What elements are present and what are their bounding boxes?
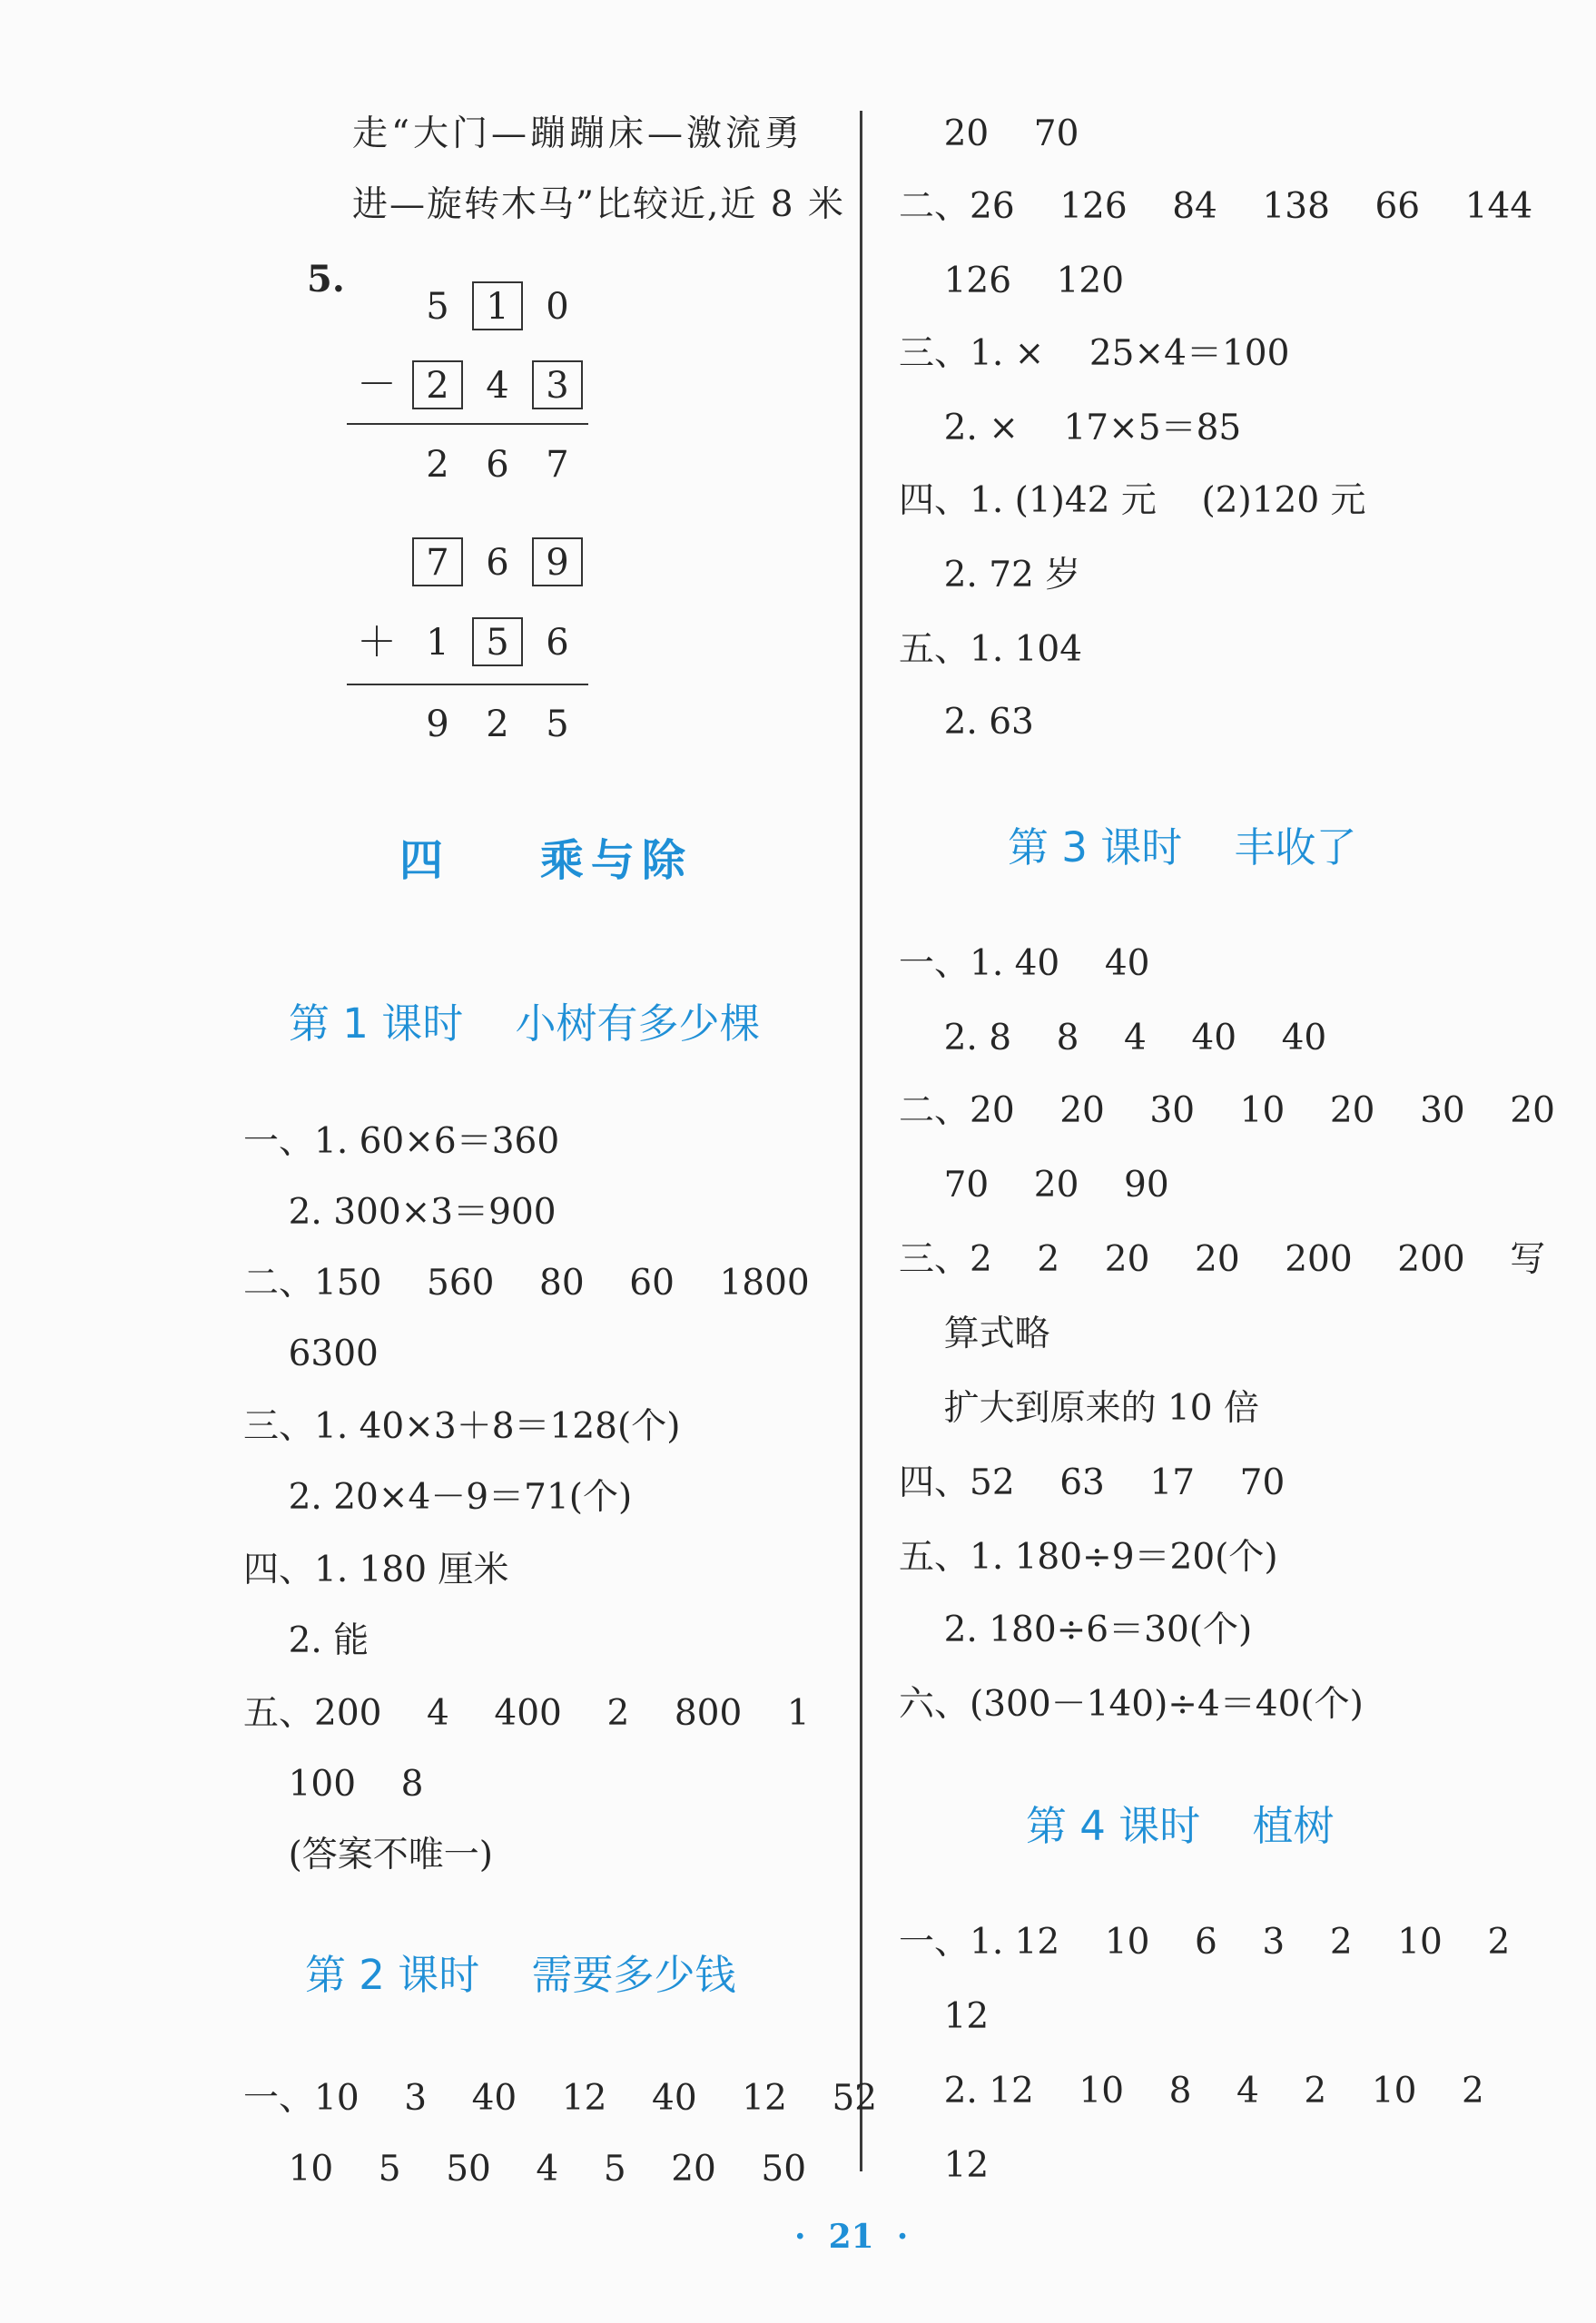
add-top-digit: 9 bbox=[546, 542, 569, 584]
answer-line: 一、10 3 40 12 40 12 52 bbox=[243, 2078, 878, 2119]
answer-line: 三、2 2 20 20 200 200 写 bbox=[899, 1239, 1546, 1280]
answer-line: 2. 8 8 4 40 40 bbox=[899, 1018, 1327, 1058]
answer-line: 10 5 50 4 5 20 50 bbox=[243, 2149, 807, 2190]
minus-sign: － bbox=[357, 361, 397, 408]
add-result-digit: 5 bbox=[546, 704, 569, 745]
add-top-digit: 6 bbox=[486, 542, 509, 584]
route-text-line1: 走“大门—蹦蹦床—激流勇 bbox=[352, 113, 803, 154]
answer-line: 六、(300－140)÷4＝40(个) bbox=[899, 1684, 1364, 1725]
route-text-line2: 进—旋转木马”比较近,近 8 米 bbox=[352, 184, 845, 225]
answer-line: 三、1. 40×3＋8＝128(个) bbox=[243, 1406, 681, 1447]
sum-line bbox=[347, 684, 588, 685]
answer-line: 一、1. 12 10 6 3 2 10 2 bbox=[899, 1922, 1511, 1963]
answer-line: 二、20 20 30 10 20 30 20 bbox=[899, 1090, 1555, 1131]
answer-line: 五、1. 180÷9＝20(个) bbox=[899, 1537, 1278, 1578]
sub-mid-digit: 2 bbox=[426, 365, 449, 407]
add-result-digit: 9 bbox=[426, 704, 449, 745]
sub-mid-digit: 3 bbox=[546, 365, 569, 407]
lesson-1-title: 第 1 课时 小树有多少棵 bbox=[289, 999, 761, 1048]
answer-line: 一、1. 60×6＝360 bbox=[243, 1121, 560, 1162]
plus-sign: ＋ bbox=[357, 619, 397, 665]
sub-top-digit: 1 bbox=[486, 286, 509, 328]
answer-line: 12 bbox=[899, 1996, 990, 2037]
answer-line: 2. 63 bbox=[899, 702, 1034, 743]
answer-line: 2. × 17×5＝85 bbox=[899, 408, 1242, 448]
answer-line: 2. 能 bbox=[243, 1620, 369, 1661]
answer-line: 2. 180÷6＝30(个) bbox=[899, 1609, 1253, 1650]
sub-top-digit: 5 bbox=[426, 286, 449, 328]
page-number: · 21 · bbox=[794, 2218, 909, 2256]
answer-line: 2. 300×3＝900 bbox=[243, 1192, 557, 1233]
answer-line: 12 bbox=[899, 2145, 990, 2186]
answer-line: 2. 72 岁 bbox=[899, 555, 1081, 596]
answer-line: 四、52 63 17 70 bbox=[899, 1462, 1286, 1503]
sub-top-digit: 0 bbox=[546, 286, 569, 328]
answer-line: 扩大到原来的 10 倍 bbox=[899, 1388, 1260, 1429]
answer-line: 算式略 bbox=[899, 1314, 1050, 1354]
answer-line: 126 120 bbox=[899, 261, 1125, 301]
add-mid-digit: 6 bbox=[546, 622, 569, 664]
answer-line: 100 8 bbox=[243, 1764, 424, 1805]
answer-line: 一、1. 40 40 bbox=[899, 943, 1150, 984]
answer-line: 四、1. (1)42 元 (2)120 元 bbox=[899, 480, 1366, 521]
add-mid-digit: 1 bbox=[426, 622, 449, 664]
add-mid-digit: 5 bbox=[486, 622, 509, 664]
sub-result-digit: 6 bbox=[486, 444, 509, 486]
answer-line: 20 70 bbox=[899, 113, 1079, 154]
answer-line: 五、200 4 400 2 800 1 bbox=[243, 1693, 810, 1734]
sub-result-digit: 7 bbox=[546, 444, 569, 486]
lesson-3-title: 第 3 课时 丰收了 bbox=[1008, 823, 1357, 871]
answer-line: 三、1. × 25×4＝100 bbox=[899, 333, 1290, 374]
column-divider bbox=[860, 111, 862, 2171]
answer-line: 二、26 126 84 138 66 144 bbox=[899, 186, 1533, 227]
answer-line: 2. 20×4－9＝71(个) bbox=[243, 1477, 633, 1518]
answer-line: (答案不唯一) bbox=[243, 1835, 494, 1875]
add-top-digit: 7 bbox=[426, 542, 449, 584]
answer-line: 6300 bbox=[243, 1334, 379, 1374]
sub-result-digit: 2 bbox=[426, 444, 449, 486]
answer-line: 二、150 560 80 60 1800 bbox=[243, 1263, 810, 1304]
lesson-4-title: 第 4 课时 植树 bbox=[1026, 1802, 1335, 1850]
answer-line: 2. 12 10 8 4 2 10 2 bbox=[899, 2071, 1484, 2111]
add-result-digit: 2 bbox=[486, 704, 509, 745]
answer-line: 五、1. 104 bbox=[899, 629, 1083, 670]
answer-line: 四、1. 180 厘米 bbox=[243, 1550, 509, 1590]
sum-line bbox=[347, 423, 588, 425]
answer-line: 70 20 90 bbox=[899, 1165, 1169, 1206]
chapter-title: 四 乘与除 bbox=[399, 835, 693, 886]
item-5-label: 5. bbox=[307, 258, 345, 300]
sub-mid-digit: 4 bbox=[486, 365, 509, 407]
lesson-2-title: 第 2 课时 需要多少钱 bbox=[305, 1951, 736, 1999]
